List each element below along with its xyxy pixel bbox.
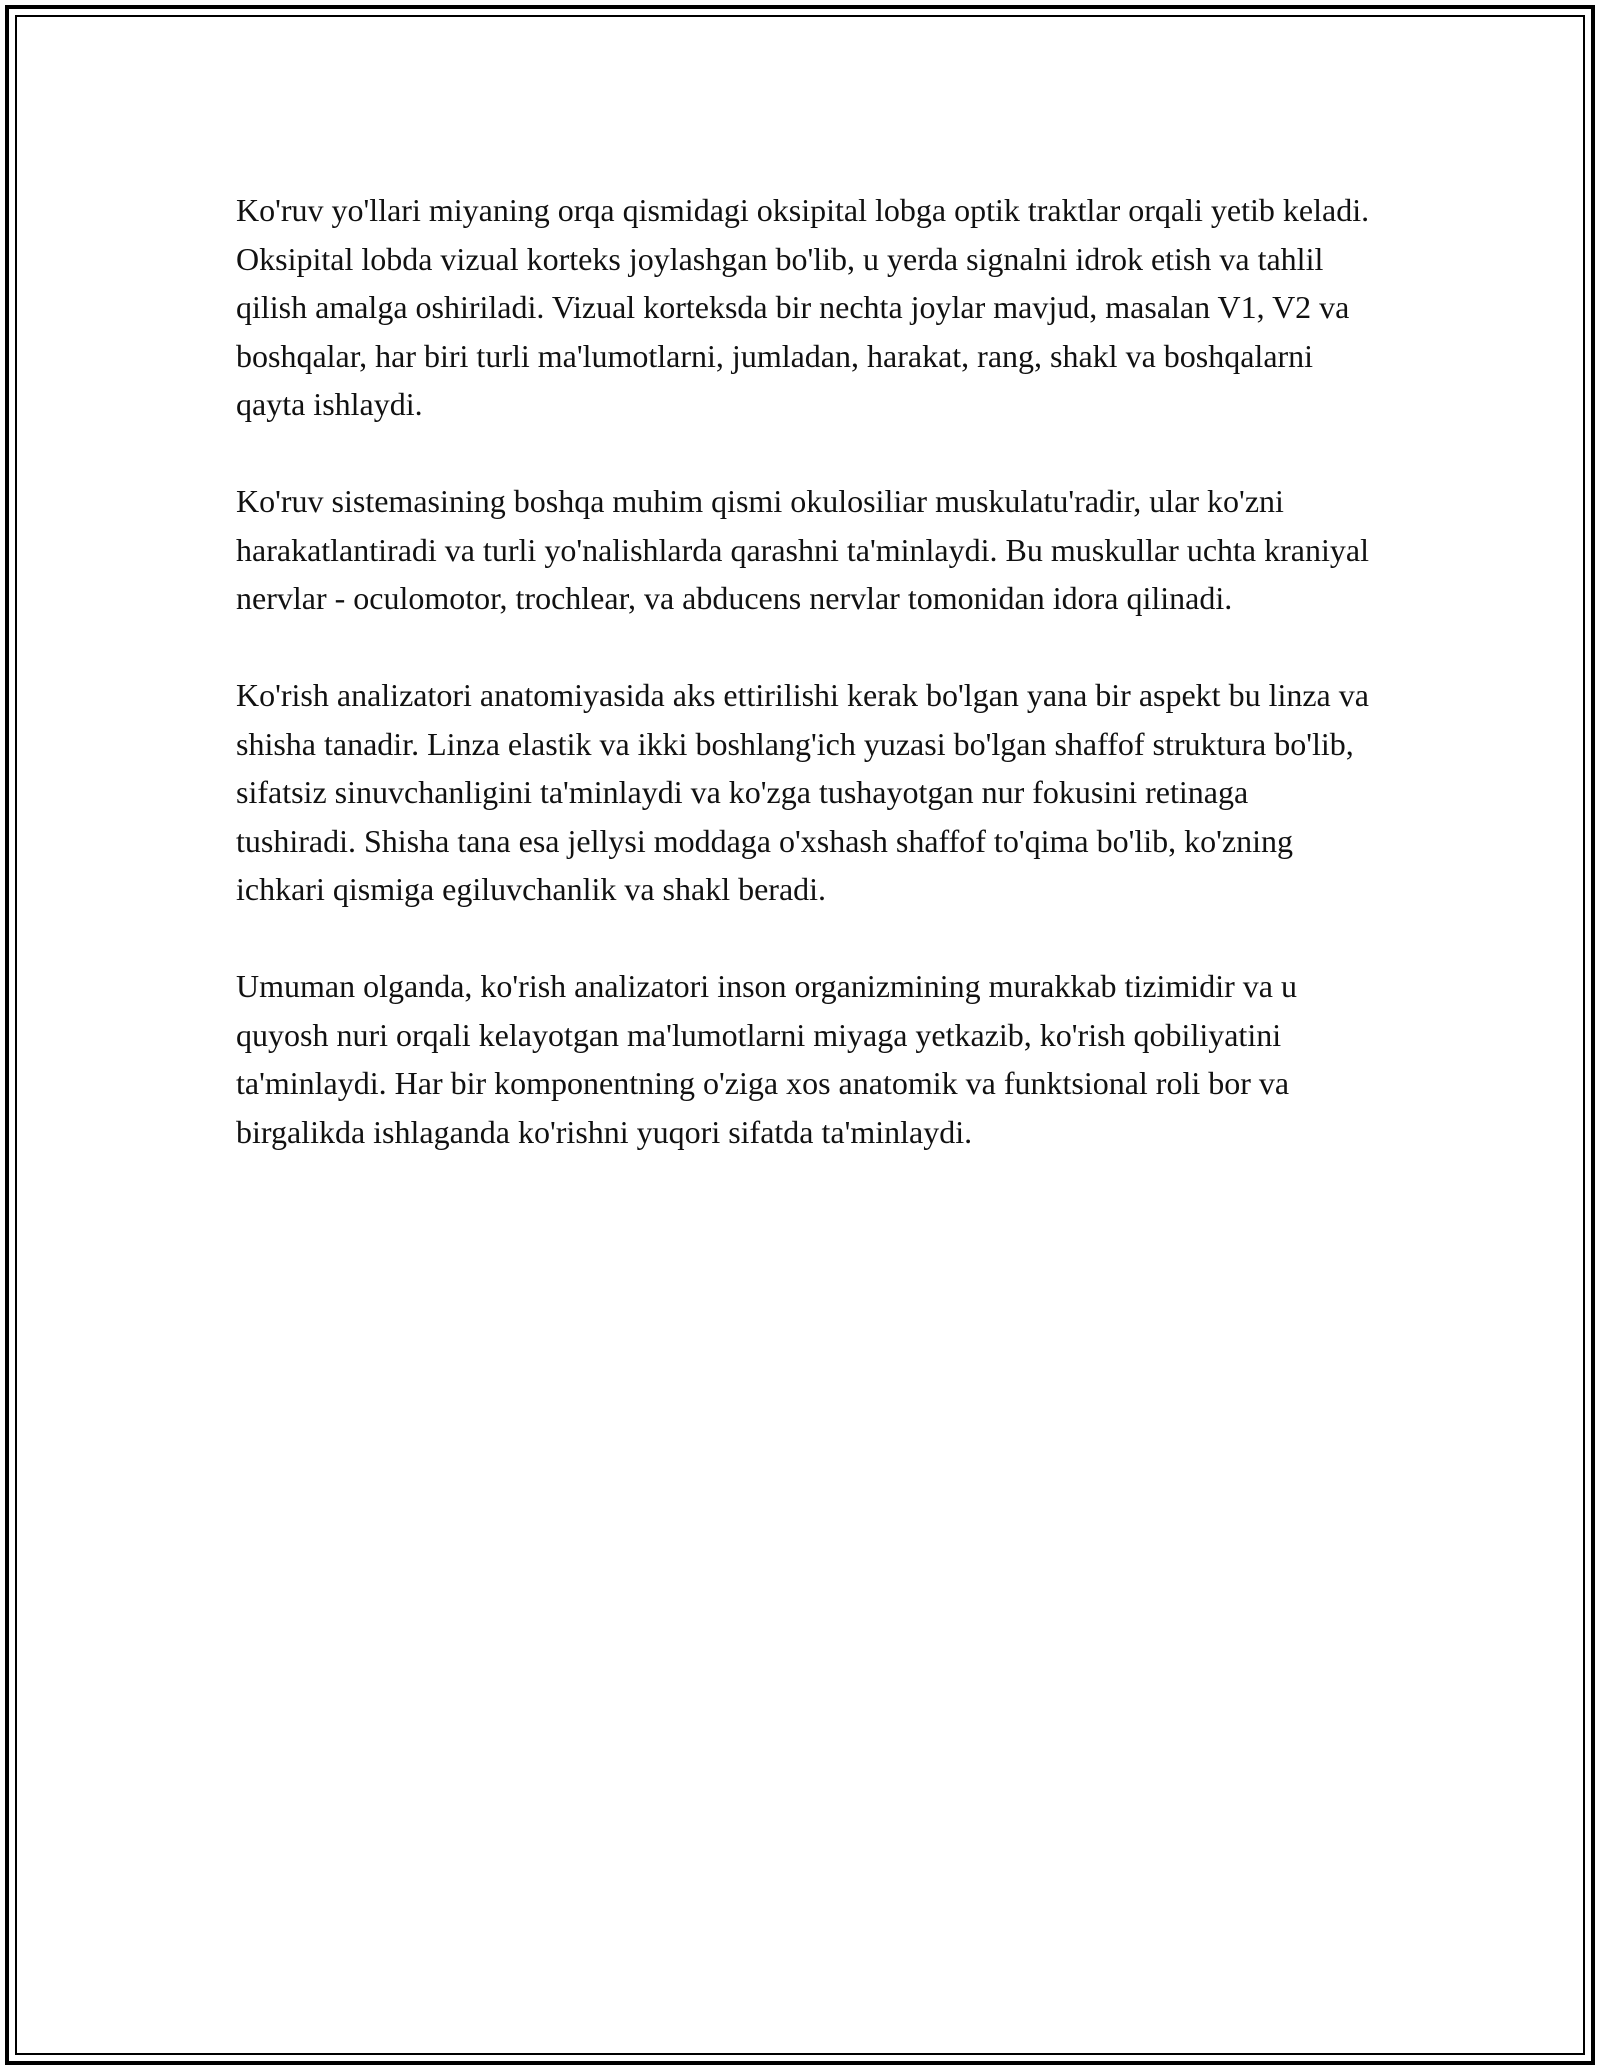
document-body xyxy=(236,186,1376,1156)
paragraph-4: Umuman olganda, ko'rish analizatori inson organizmining murakkab tizimidir va u quyosh nuri orqali kelayotgan ma'lumotlarni miyaga yetkazib, ko'rish qobiliyatini ta'minlaydi. Har bir komponentning o'ziga xos anatomik va funktsional roli bor va birgalikda ishlaganda ko'rishni yuqori sifatda ta'minlaydi. xyxy=(236,968,1297,1150)
paragraph-3: Ko'rish analizatori anatomiyasida aks ettirilishi kerak bo'lgan yana bir aspekt bu linza va shisha tanadir. Linza elastik va ikki boshlang'ich yuzasi bo'lgan shaffof struktura bo'lib, sifatsiz sinuvchanligini ta'minlaydi va ko'zga tushayotgan nur fokusini retinaga tushiradi. Shisha tana esa jellysi moddaga o'xshash shaffof to'qima bo'lib, ko'zning ichkari qismiga egiluvchanlik va shakl beradi. xyxy=(236,677,1369,907)
paragraph-1: Ko'ruv yo'llari miyaning orqa qismidagi oksipital lobga optik traktlar orqali yetib keladi. Oksipital lobda vizual korteks joylashgan bo'lib, u yerda signalni idrok etish va tahlil qilish amalga oshiriladi. Vizual korteksda bir nechta joylar mavjud, masalan V1, V2 va boshqalar, har biri turli ma'lumotlarni, jumladan, harakat, rang, shakl va boshqalarni qayta ishlaydi. xyxy=(236,192,1370,422)
paragraph-2: Ko'ruv sistemasining boshqa muhim qismi okulosiliar muskulatu'radir, ular ko'zni harakatlantiradi va turli yo'nalishlarda qarashni ta'minlaydi. Bu muskullar uchta kraniyal nervlar - oculomotor, trochlear, va abducens nervlar tomonidan idora qilinadi. xyxy=(236,483,1369,616)
